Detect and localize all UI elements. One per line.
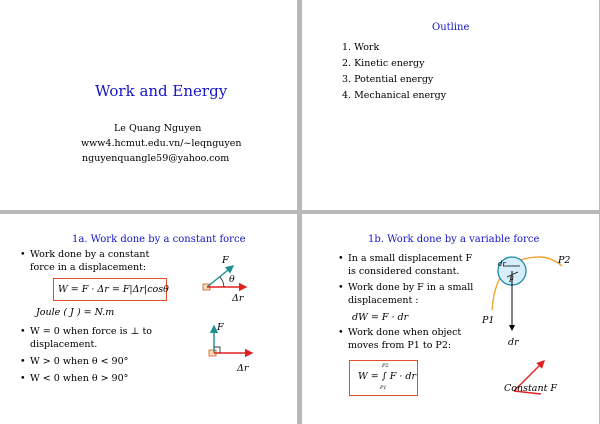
bullet-text: Work done when object xyxy=(348,327,462,338)
slide-heading: 1b. Work done by a variable force xyxy=(368,234,540,245)
author-name: Le Quang Nguyen xyxy=(114,123,202,134)
force-label: F xyxy=(222,255,229,266)
constant-force-label: Constant F xyxy=(504,383,558,394)
unit-text: Joule ( J ) = N.m xyxy=(36,307,115,318)
outline-item: 2. Kinetic energy xyxy=(342,58,425,69)
slide-title-text: Work and Energy xyxy=(95,82,228,100)
author-url: www4.hcmut.edu.vn/~leqnguyen xyxy=(81,138,242,149)
outline-item: 4. Mechanical energy xyxy=(342,90,447,101)
bullet-text: moves from P1 to P2: xyxy=(348,340,452,351)
point-p2-label: P2 xyxy=(558,255,571,266)
bullet-dot: • xyxy=(338,327,344,338)
theta-label: θ xyxy=(229,274,235,285)
bullet-text: displacement. xyxy=(30,339,98,350)
bullet-dot: • xyxy=(338,282,344,293)
slide-heading: 1a. Work done by a constant force xyxy=(72,234,246,245)
slide-outline xyxy=(302,0,599,210)
bullet-text: force in a displacement: xyxy=(30,262,147,273)
dr-label: dr xyxy=(508,337,519,348)
slide-title xyxy=(0,0,297,210)
bullet-dot: • xyxy=(20,326,26,337)
force-angle-diagram xyxy=(0,214,297,424)
slide-variable-force xyxy=(302,214,599,424)
force-label: F xyxy=(217,322,224,333)
outline-item: 3. Potential energy xyxy=(342,74,434,85)
bullet-dot: • xyxy=(20,373,26,384)
dw-formula: dW = F · dr xyxy=(352,312,409,323)
integral-upper-limit: P2 xyxy=(382,363,389,369)
integral-lower-limit: P1 xyxy=(380,385,387,391)
bullet-dot: • xyxy=(20,249,26,260)
bullet-text: W = 0 when force is ⊥ to xyxy=(30,326,153,337)
bullet-text: Work done by F in a small xyxy=(348,282,474,293)
displacement-label: Δr xyxy=(237,363,249,374)
force-small-label: F xyxy=(509,276,514,284)
author-email: nguyenquangle59@yahoo.com xyxy=(82,153,230,164)
outline-heading: Outline xyxy=(432,22,470,33)
bullet-text: Work done by a constant xyxy=(30,249,150,260)
bullet-text: W < 0 when θ > 90° xyxy=(30,373,129,384)
dr-small-label: dr xyxy=(498,260,506,268)
bullet-dot: • xyxy=(20,356,26,367)
outline-item: 1. Work xyxy=(342,42,380,53)
work-integral: W = ∫ F · dr xyxy=(358,371,417,382)
bullet-text: is considered constant. xyxy=(348,266,460,277)
work-formula: W = F · Δr = F|Δr|cosθ xyxy=(58,284,169,295)
bullet-dot: • xyxy=(338,253,344,264)
bullet-text: In a small displacement F xyxy=(348,253,473,264)
bullet-text: W > 0 when θ < 90° xyxy=(30,356,129,367)
point-p1-label: P1 xyxy=(482,315,495,326)
displacement-label: Δr xyxy=(232,293,244,304)
slide-constant-force xyxy=(0,214,297,424)
bullet-text: displacement : xyxy=(348,295,419,306)
